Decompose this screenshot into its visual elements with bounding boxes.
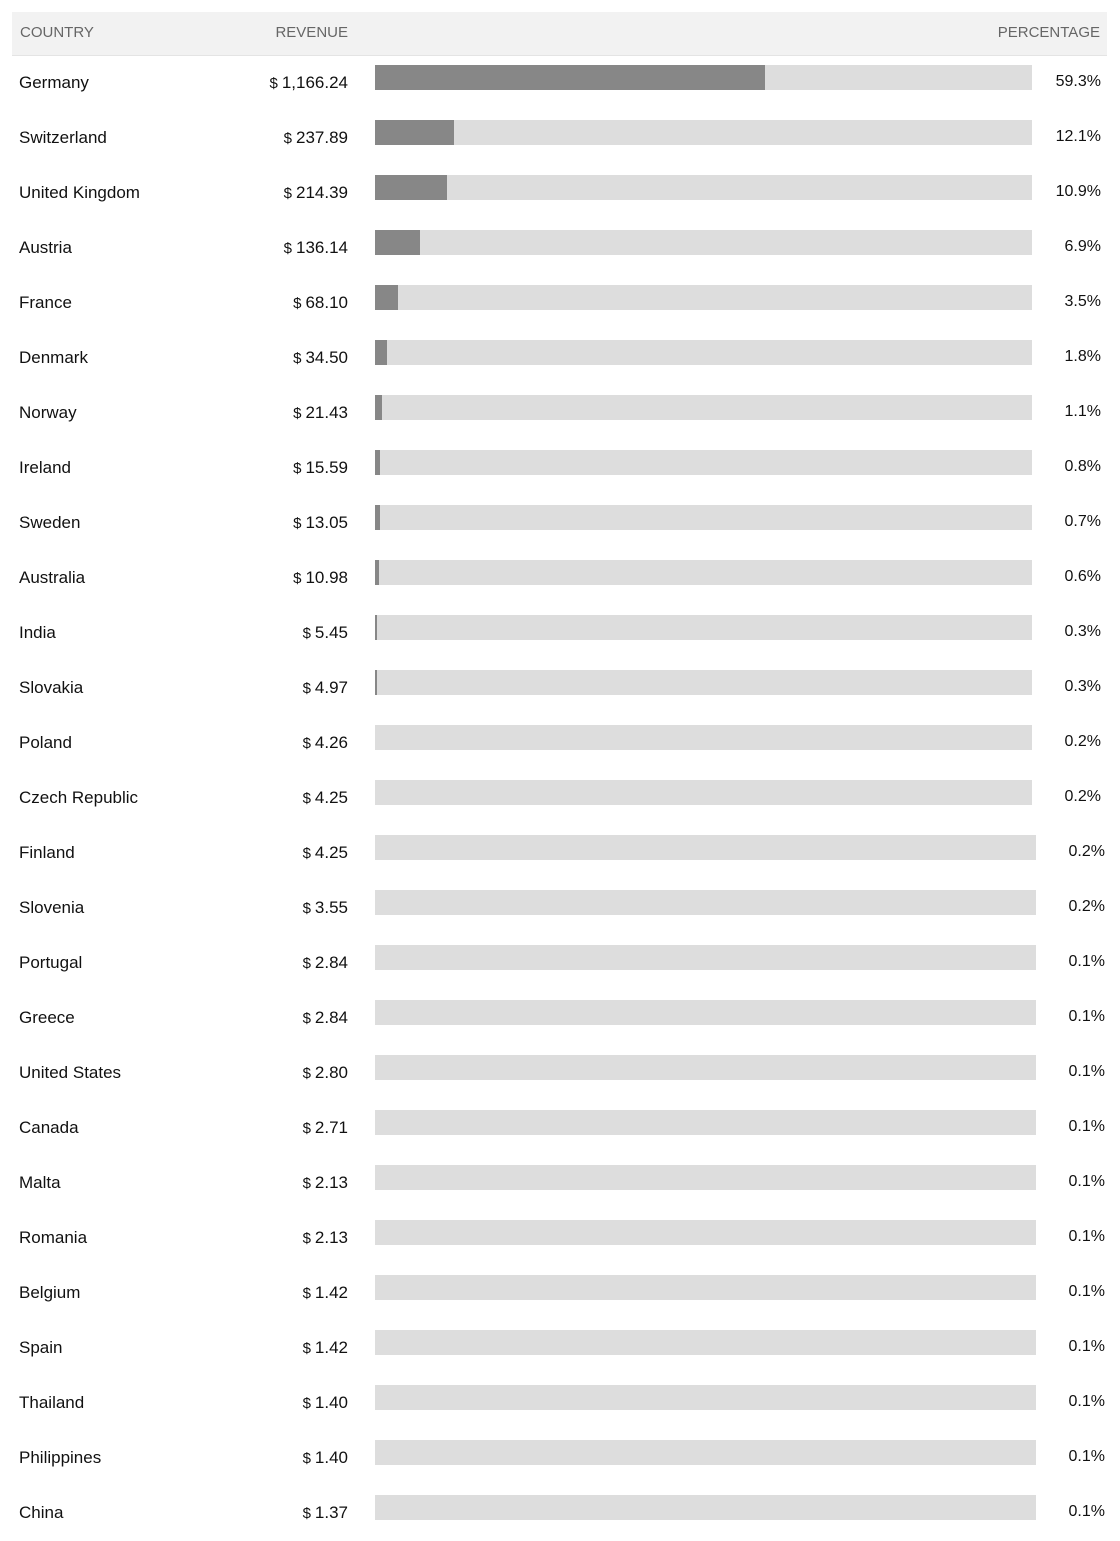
currency-symbol: $ [302,1230,311,1247]
table-row [12,1101,1107,1156]
country-name: Philippines [19,1448,102,1467]
table-row [12,331,1107,386]
country-name: Canada [19,1118,79,1137]
revenue-value [293,568,348,588]
revenue-value [293,458,348,478]
revenue-column-header: REVENUE [275,24,348,41]
country-name: China [19,1503,64,1522]
percentage-bar-track [375,1440,1036,1465]
table-row [12,881,1107,936]
table-row [12,1376,1107,1431]
percentage-value: 0.1% [1068,1118,1105,1135]
percentage-value: 0.2% [1068,898,1105,915]
country-name: France [19,293,72,312]
table-row [12,1211,1107,1266]
revenue-amount: 15.59 [305,458,348,477]
revenue-amount: 1.42 [314,1338,348,1357]
percentage-bar-track [375,1495,1036,1520]
revenue-value [303,1283,348,1303]
percentage-bar-track [375,1385,1036,1410]
percentage-bar-track [375,835,1036,860]
currency-symbol: $ [302,1395,311,1412]
revenue-value [303,898,348,918]
percentage-value: 0.2% [1064,788,1101,805]
country-name: Denmark [19,348,88,367]
currency-symbol: $ [283,130,292,147]
revenue-amount: 3.55 [314,898,348,917]
table-row [12,1266,1107,1321]
table-row [12,56,1107,111]
table-row [12,1486,1107,1541]
percentage-bar-track [375,1165,1036,1190]
percentage-bar-track [375,175,1032,200]
table-row [12,276,1107,331]
country-column-header: COUNTRY [20,24,94,41]
currency-symbol: $ [302,900,311,917]
revenue-amount: 2.71 [314,1118,348,1137]
revenue-value [303,1008,348,1028]
revenue-amount: 136.14 [296,238,348,257]
percentage-value: 0.2% [1068,843,1105,860]
percentage-bar-track [375,1220,1036,1245]
percentage-bar-track [375,725,1032,750]
revenue-value [303,1063,348,1083]
currency-symbol: $ [302,1120,311,1137]
revenue-value [303,1503,348,1523]
percentage-bar-fill [375,505,380,530]
currency-symbol: $ [302,735,311,752]
currency-symbol: $ [302,1505,311,1522]
revenue-amount: 1.40 [314,1393,348,1412]
percentage-bar-track [375,1275,1036,1300]
table-row [12,936,1107,991]
table-row [12,661,1107,716]
percentage-bar-track [375,945,1036,970]
revenue-amount: 1,166.24 [281,73,348,92]
revenue-amount: 4.26 [314,733,348,752]
table-row [12,716,1107,771]
revenue-value [303,1338,348,1358]
country-name: Ireland [19,458,71,477]
percentage-bar-track [375,1000,1036,1025]
percentage-bar-track [375,780,1032,805]
percentage-bar-fill [375,670,377,695]
revenue-value [303,953,348,973]
percentage-bar-track [375,395,1032,420]
revenue-amount: 10.98 [305,568,348,587]
country-name: Norway [19,403,77,422]
revenue-amount: 4.25 [314,788,348,807]
currency-symbol: $ [293,570,302,587]
percentage-bar-track [375,450,1032,475]
currency-symbol: $ [302,625,311,642]
revenue-value [293,348,348,368]
revenue-amount: 21.43 [305,403,348,422]
table-row [12,166,1107,221]
currency-symbol: $ [302,680,311,697]
percentage-bar-fill [375,65,765,90]
currency-symbol: $ [302,1010,311,1027]
country-name: Poland [19,733,72,752]
country-name: United States [19,1063,122,1082]
percentage-bar-track [375,670,1032,695]
revenue-value [303,678,348,698]
revenue-amount: 1.42 [314,1283,348,1302]
currency-symbol: $ [293,295,302,312]
percentage-bar-track [375,615,1032,640]
percentage-bar-track [375,1330,1036,1355]
table-row [12,496,1107,551]
percentage-bar-track [375,890,1036,915]
revenue-amount: 1.40 [314,1448,348,1467]
country-name: Slovenia [19,898,85,917]
currency-symbol: $ [302,845,311,862]
percentage-bar-fill [375,615,377,640]
percentage-value: 0.2% [1064,733,1101,750]
currency-symbol: $ [302,1065,311,1082]
country-name: Romania [19,1228,88,1247]
percentage-value: 0.1% [1068,1008,1105,1025]
percentage-bar-fill [375,120,454,145]
table-row [12,1156,1107,1211]
currency-symbol: $ [283,185,292,202]
country-name: India [19,623,56,642]
country-name: Spain [19,1338,63,1357]
table-row [12,551,1107,606]
country-name: Austria [19,238,72,257]
currency-symbol: $ [302,955,311,972]
table-row [12,606,1107,661]
percentage-value: 3.5% [1064,293,1101,310]
percentage-bar-track [375,285,1032,310]
currency-symbol: $ [293,405,302,422]
country-name: Australia [19,568,86,587]
percentage-value: 0.8% [1064,458,1101,475]
percentage-bar-fill [375,175,447,200]
revenue-value [293,513,348,533]
table-row [12,771,1107,826]
percentage-bar-track [375,65,1032,90]
percentage-bar-fill [375,285,398,310]
country-name: Thailand [19,1393,85,1412]
table-row [12,386,1107,441]
revenue-value [303,623,348,643]
country-name: Sweden [19,513,81,532]
table-row [12,441,1107,496]
revenue-amount: 1.37 [314,1503,348,1522]
percentage-value: 0.1% [1068,1283,1105,1300]
currency-symbol: $ [283,240,292,257]
revenue-value [303,1393,348,1413]
currency-symbol: $ [302,1285,311,1302]
percentage-bar-track [375,1055,1036,1080]
percentage-value: 59.3% [1055,73,1101,90]
revenue-value [284,183,348,203]
country-name: Portugal [19,953,83,972]
percentage-bar-track [375,340,1032,365]
percentage-value: 1.1% [1064,403,1101,420]
percentage-bar-fill [375,230,420,255]
country-name: Greece [19,1008,75,1027]
percentage-column-header: PERCENTAGE [997,24,1100,41]
table-body [12,56,1107,1541]
percentage-bar-track [375,120,1032,145]
revenue-amount: 13.05 [305,513,348,532]
revenue-value [303,1173,348,1193]
revenue-value [284,128,348,148]
revenue-value [303,788,348,808]
currency-symbol: $ [293,350,302,367]
table-row [12,221,1107,276]
percentage-value: 0.1% [1068,953,1105,970]
currency-symbol: $ [302,1340,311,1357]
table-row [12,826,1107,881]
country-name: Finland [19,843,75,862]
revenue-value [284,238,348,258]
revenue-amount: 2.13 [314,1228,348,1247]
currency-symbol: $ [302,1175,311,1192]
table-row [12,1431,1107,1486]
revenue-by-country-table [12,12,1107,1541]
percentage-bar-fill [375,450,380,475]
percentage-value: 0.1% [1068,1448,1105,1465]
percentage-value: 12.1% [1055,128,1101,145]
revenue-amount: 237.89 [296,128,348,147]
percentage-value: 6.9% [1064,238,1101,255]
percentage-value: 0.3% [1064,623,1101,640]
country-name: Belgium [19,1283,81,1302]
country-name: Czech Republic [19,788,139,807]
revenue-amount: 214.39 [296,183,348,202]
revenue-amount: 2.13 [314,1173,348,1192]
currency-symbol: $ [269,75,278,92]
revenue-value [303,1448,348,1468]
revenue-value [269,73,348,93]
country-name: Switzerland [19,128,107,147]
table-row [12,991,1107,1046]
revenue-value [303,843,348,863]
revenue-value [293,293,348,313]
currency-symbol: $ [302,1450,311,1467]
country-name: Slovakia [19,678,84,697]
revenue-value [293,403,348,423]
percentage-bar-track [375,1110,1036,1135]
percentage-value: 0.1% [1068,1338,1105,1355]
revenue-amount: 2.84 [314,1008,348,1027]
percentage-value: 0.1% [1068,1503,1105,1520]
revenue-amount: 2.80 [314,1063,348,1082]
revenue-value [303,733,348,753]
percentage-value: 0.6% [1064,568,1101,585]
revenue-amount: 4.25 [314,843,348,862]
currency-symbol: $ [293,460,302,477]
country-name: United Kingdom [19,183,140,202]
percentage-bar-fill [375,560,379,585]
country-name: Germany [19,73,89,92]
country-name: Malta [19,1173,61,1192]
table-row [12,1321,1107,1376]
revenue-amount: 2.84 [314,953,348,972]
percentage-bar-track [375,505,1032,530]
percentage-bar-fill [375,340,387,365]
percentage-bar-track [375,230,1032,255]
percentage-bar-fill [375,395,382,420]
revenue-value [303,1228,348,1248]
revenue-amount: 4.97 [314,678,348,697]
percentage-value: 10.9% [1055,183,1101,200]
revenue-value [303,1118,348,1138]
percentage-value: 0.3% [1064,678,1101,695]
revenue-amount: 68.10 [305,293,348,312]
revenue-amount: 5.45 [314,623,348,642]
revenue-amount: 34.50 [305,348,348,367]
table-row [12,1046,1107,1101]
percentage-value: 1.8% [1064,348,1101,365]
percentage-value: 0.1% [1068,1393,1105,1410]
currency-symbol: $ [302,790,311,807]
table-row [12,111,1107,166]
percentage-value: 0.7% [1064,513,1101,530]
percentage-value: 0.1% [1068,1063,1105,1080]
percentage-bar-track [375,560,1032,585]
table-header [12,12,1107,56]
percentage-value: 0.1% [1068,1173,1105,1190]
currency-symbol: $ [293,515,302,532]
percentage-value: 0.1% [1068,1228,1105,1245]
